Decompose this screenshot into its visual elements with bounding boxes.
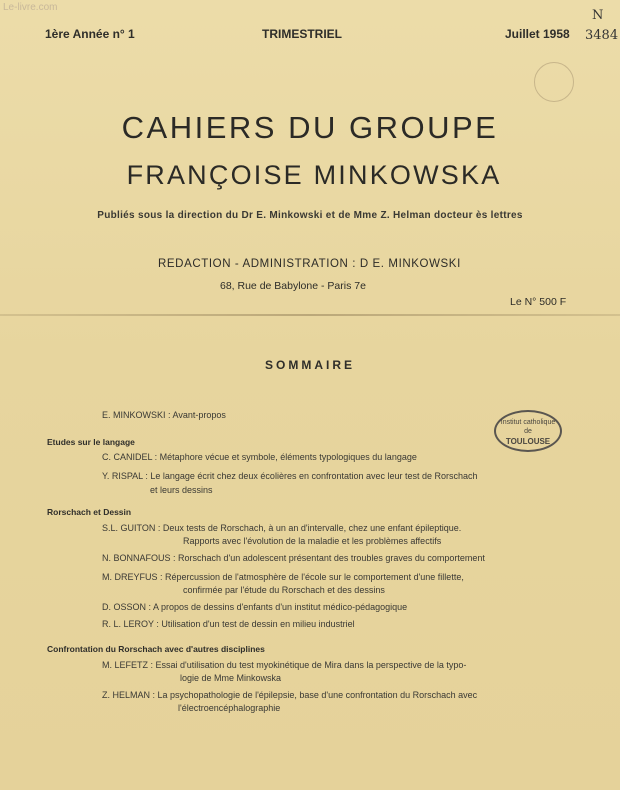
toc-item: M. LEFETZ : Essai d'utilisation du test myokinétique de Mira dans la perspective de la typo- <box>102 660 467 670</box>
edition-number: 1ère Année n° 1 <box>45 27 135 41</box>
admin-line: REDACTION - ADMINISTRATION : D E. MINKOWSKI <box>158 258 461 270</box>
toc-item: Y. RISPAL : Le langage écrit chez deux écolières en confrontation avec leur test de Rorschach <box>102 471 478 481</box>
stamp-line3: TOULOUSE <box>505 437 551 446</box>
section-title: Confrontation du Rorschach avec d'autres disciplines <box>47 644 265 654</box>
watermark: Le-livre.com <box>3 2 58 13</box>
toc-item: C. CANIDEL : Métaphore vécue et symbole, éléments typologiques du langage <box>102 452 417 462</box>
toc-item-cont: confirmée par l'étude du Rorschach et des dessins <box>183 585 385 595</box>
toc-item-cont: Rapports avec l'évolution de la maladie et les problèmes affectifs <box>183 536 442 546</box>
address: 68, Rue de Babylone - Paris 7e <box>220 280 366 292</box>
handwritten-ref: 3484 <box>585 28 619 43</box>
issue-date: Juillet 1958 <box>505 27 570 41</box>
price: Le N° 500 F <box>510 296 567 308</box>
toc-item-cont: logie de Mme Minkowska <box>180 673 282 683</box>
toc-intro: E. MINKOWSKI : Avant-propos <box>102 410 226 420</box>
toc-item: Z. HELMAN : La psychopathologie de l'épilepsie, base d'une confrontation du Rorschach avec <box>102 690 478 700</box>
toc-item: R. L. LEROY : Utilisation d'un test de dessin en milieu industriel <box>102 619 355 629</box>
toc-item-cont: l'électroencéphalographie <box>178 703 281 713</box>
library-stamp <box>494 410 562 452</box>
title-line1: CAHIERS DU GROUPE <box>121 110 499 145</box>
toc-item: M. DREYFUS : Répercussion de l'atmosphère de l'école sur le comportement d'une fillette, <box>102 572 464 582</box>
toc-item: D. OSSON : A propos de dessins d'enfants d'un institut médico-pédagogique <box>102 602 408 612</box>
subtitle: Publiés sous la direction du Dr E. Minkowski et de Mme Z. Helman docteur ès lettres <box>97 210 523 221</box>
fold-divider <box>0 314 620 316</box>
section-title: Etudes sur le langage <box>47 437 135 447</box>
toc-item: S.L. GUITON : Deux tests de Rorschach, à un an d'intervalle, chez une enfant épileptique. <box>102 523 462 533</box>
stamp-line2: de <box>524 428 532 435</box>
frequency: TRIMESTRIEL <box>262 27 342 41</box>
seal-icon <box>534 62 574 102</box>
section-title: Rorschach et Dessin <box>47 507 132 517</box>
title-line2: FRANÇOISE MINKOWSKA <box>126 160 502 190</box>
sommaire-heading: SOMMAIRE <box>265 358 355 372</box>
toc-item: N. BONNAFOUS : Rorschach d'un adolescent présentant des troubles graves du comportement <box>102 553 485 563</box>
handwritten-n: N <box>592 8 604 23</box>
stamp-line1: Institut catholique <box>500 419 556 426</box>
toc-item-cont: et leurs dessins <box>150 485 213 495</box>
